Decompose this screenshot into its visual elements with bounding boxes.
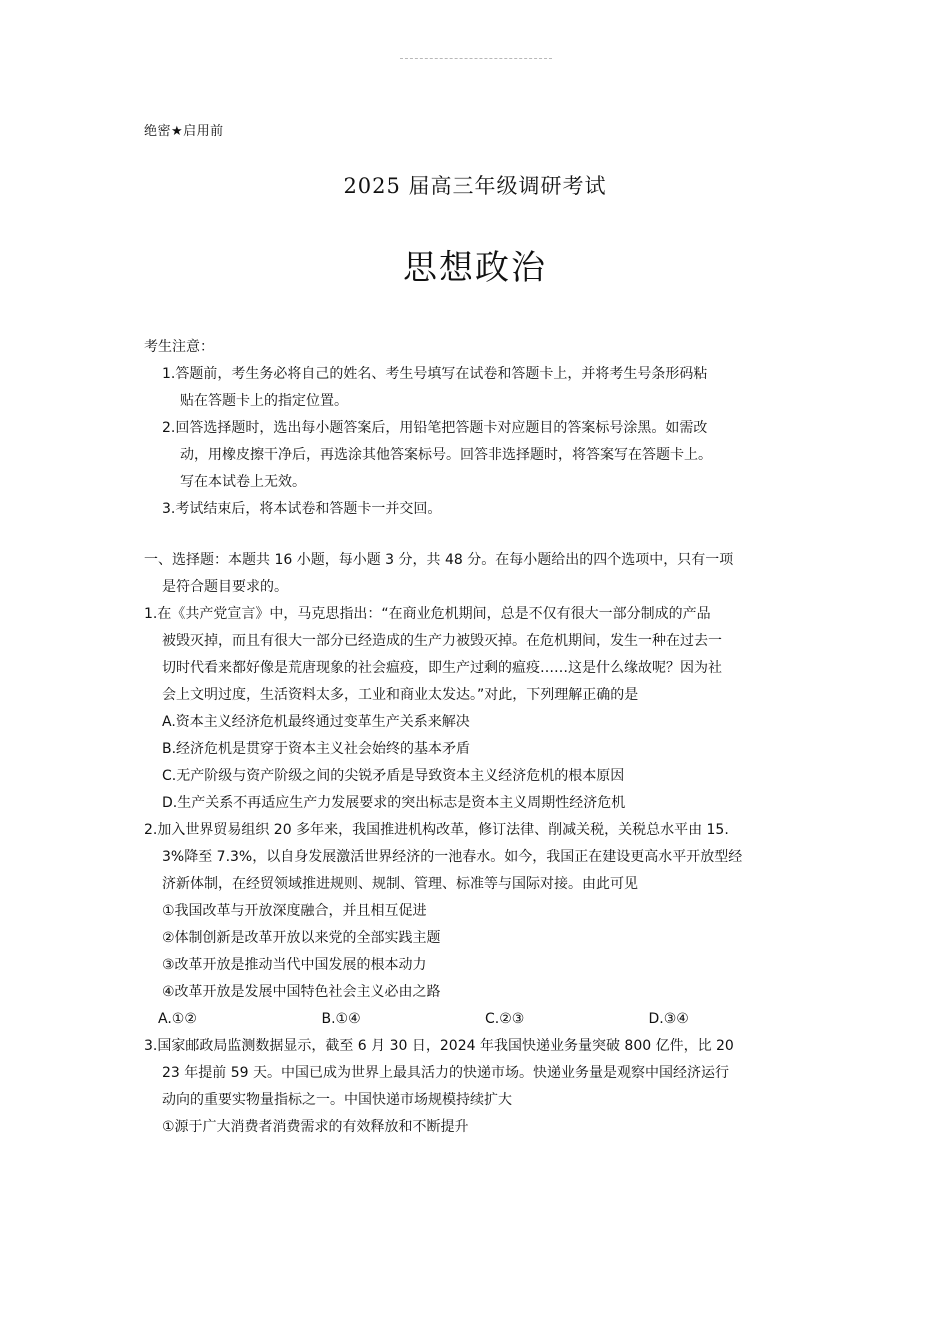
- notice-item-2-line: 2.回答选择题时，选出每小题答案后，用铅笔把答题卡对应题目的答案标号涂黑。如需改: [162, 420, 708, 436]
- section-heading-line: 是符合题目要求的。: [162, 579, 288, 595]
- choice-c: C.②③: [485, 1011, 525, 1027]
- statement-2: ②体制创新是改革开放以来党的全部实践主题: [162, 930, 441, 946]
- statement-1: ①源于广大消费者消费需求的有效释放和不断提升: [162, 1119, 469, 1135]
- statement-3: ③改革开放是推动当代中国发展的根本动力: [162, 957, 427, 973]
- exam-name: 2025 届高三年级调研考试: [343, 174, 607, 198]
- subject-title: 思想政治: [403, 248, 547, 288]
- question-stem-line: 被毁灭掉，而且有很大一部分已经造成的生产力被毁灭掉。在危机期间，发生一种在过去一: [162, 633, 722, 649]
- notice-title: 考生注意：: [144, 339, 214, 355]
- question-1: [144, 601, 812, 817]
- question-stem-line: 23 年提前 59 天。中国已成为世界上最具活力的快递市场。快递业务量是观察中国经济运行: [162, 1065, 729, 1081]
- choice-a: A.①②: [158, 1011, 197, 1027]
- notice-item-2-line: 写在本试卷上无效。: [180, 474, 306, 490]
- question-stem-line: 1.在《共产党宣言》中，马克思指出：“在商业危机期间，总是不仅有很大一部分制成的产品: [144, 606, 711, 622]
- notice-item-2-line: 动，用橡皮擦干净后，再选涂其他答案标号。回答非选择题时，将答案写在答题卡上。: [180, 447, 712, 463]
- notice-item-1-line: 1.答题前，考生务必将自己的姓名、考生号填写在试卷和答题卡上，并将考生号条形码粘: [162, 366, 708, 382]
- notice-item-1-line: 贴在答题卡上的指定位置。: [180, 393, 348, 409]
- answer-choices: [144, 1006, 812, 1033]
- option-d: D.生产关系不再适应生产力发展要求的突出标志是资本主义周期性经济危机: [162, 795, 626, 811]
- question-stem-line: 3.国家邮政局监测数据显示，截至 6 月 30 日，2024 年我国快递业务量突破 800 亿件，比 20: [144, 1038, 734, 1054]
- question-stem-line: 3%降至 7.3%，以自身发展激活世界经济的一池春水。如今，我国正在建设更高水平开放型经: [162, 849, 743, 865]
- section-gap: [144, 523, 812, 547]
- question-3: [144, 1033, 812, 1141]
- question-stem-line: 2.加入世界贸易组织 20 多年来，我国推进机构改革，修订法律、削减关税，关税总水平由 15.: [144, 822, 729, 838]
- notice-item-3-line: 3.考试结束后，将本试卷和答题卡一并交回。: [162, 501, 442, 517]
- option-a: A.资本主义经济危机最终通过变革生产关系来解决: [162, 714, 470, 730]
- question-stem-line: 动向的重要实物量指标之一。中国快递市场规模持续扩大: [162, 1092, 512, 1108]
- header-rule: [400, 58, 552, 59]
- question-2: [144, 817, 812, 1033]
- choice-b: B.①④: [321, 1011, 361, 1027]
- page-content: [144, 334, 812, 1141]
- option-b: B.经济危机是贯穿于资本主义社会始终的基本矛盾: [162, 741, 471, 757]
- question-stem-line: 济新体制，在经贸领域推进规则、规制、管理、标准等与国际对接。由此可见: [162, 876, 638, 892]
- statement-1: ①我国改革与开放深度融合，并且相互促进: [162, 903, 427, 919]
- question-stem-line: 切时代看来都好像是荒唐现象的社会瘟疫，即生产过剩的瘟疫……这是什么缘故呢？因为社: [162, 660, 722, 676]
- choice-d: D.③④: [648, 1011, 689, 1027]
- question-stem-line: 会上文明过度，生活资料太多，工业和商业太发达。”对此，下列理解正确的是: [162, 687, 639, 703]
- statement-4: ④改革开放是发展中国特色社会主义必由之路: [162, 984, 441, 1000]
- section-heading-line: 一、选择题：本题共 16 小题，每小题 3 分，共 48 分。在每小题给出的四个选项中，只有一项: [144, 552, 734, 568]
- confidential-mark: 绝密★启用前: [144, 124, 224, 139]
- option-c: C.无产阶级与资产阶级之间的尖锐矛盾是导致资本主义经济危机的根本原因: [162, 768, 625, 784]
